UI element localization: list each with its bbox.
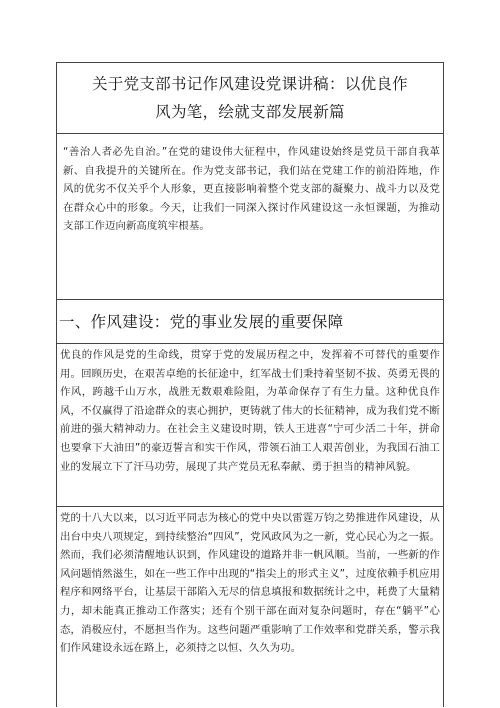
title-line-2: 风为笔，绘就支部发展新篇	[155, 103, 345, 121]
section-1-heading: 一、作风建设：党的事业发展的重要保障	[59, 313, 344, 331]
intro-paragraph: “善治人者必先自治。”在党的建设伟大征程中，作风建设始终是党员干部自我革新、自我提升的关键所在。作为党支部书记，我们站在党建工作的前沿阵地，作风的优劣不仅关乎个人形象，更直接影响着整个党支部的凝聚力、战斗力以及党在群众心中的形象。今天，让我们一同深入探讨作风建设这一永恒课题，为推动支部工作迈向新高度筑牢根基。	[63, 146, 440, 233]
section-1-paragraph-2-cell	[57, 507, 443, 708]
intro-cell	[57, 134, 443, 300]
section-1-paragraph-1-cell	[57, 344, 443, 507]
document-table	[56, 62, 444, 707]
section-1-paragraph-2: 党的十八大以来，以习近平同志为核心的党中央以雷霆万钧之势推进作风建设，从出台中央八项规定，到持续整治“四风”，党风政风为之一新，党心民心为之一振。然而，我们必须清醒地认识到，作风建设的道路并非一帆风顺。当前，一些新的作风问题悄然滋生，如在一些工作中出现的“指尖上的形式主义”，过度依赖手机应用程序和网络平台，让基层干部陷入无尽的信息填报和数据统计之中，耗费了大量精力，却未能真正推动工作落实；还有个别干部在面对复杂问题时，存在“躺平”心态，消极应付，不愿担当作为。这些问题严重影响了工作效率和党群关系，警示我们作风建设永远在路上，必须持之以恒、久久为功。	[60, 512, 440, 655]
section-heading-cell	[57, 300, 443, 344]
document-title	[57, 63, 443, 126]
section-1-paragraph-1: 优良的作风是党的生命线，贯穿于党的发展历程之中，发挥着不可替代的重要作用。回顾历史，在艰苦卓绝的长征途中，红军战士们秉持着坚韧不拔、英勇无畏的作风，跨越千山万水，战胜无数艰难险阻，为革命保存了有生力量。这种优良作风，不仅赢得了沿途群众的衷心拥护，更铸就了伟大的长征精神，成为我们党不断前进的强大精神动力。在社会主义建设时期，铁人王进喜“宁可少活二十年，拼命也要拿下大油田”的豪迈誓言和实干作风，带领石油工人艰苦创业，为我国石油工业的发展立下了汗马功劳，展现了共产党员无私奉献、勇于担当的精神风貌。	[60, 349, 440, 473]
title-line-1: 关于党支部书记作风建设党课讲稿：以优良作	[91, 75, 408, 93]
title-cell	[57, 63, 443, 134]
